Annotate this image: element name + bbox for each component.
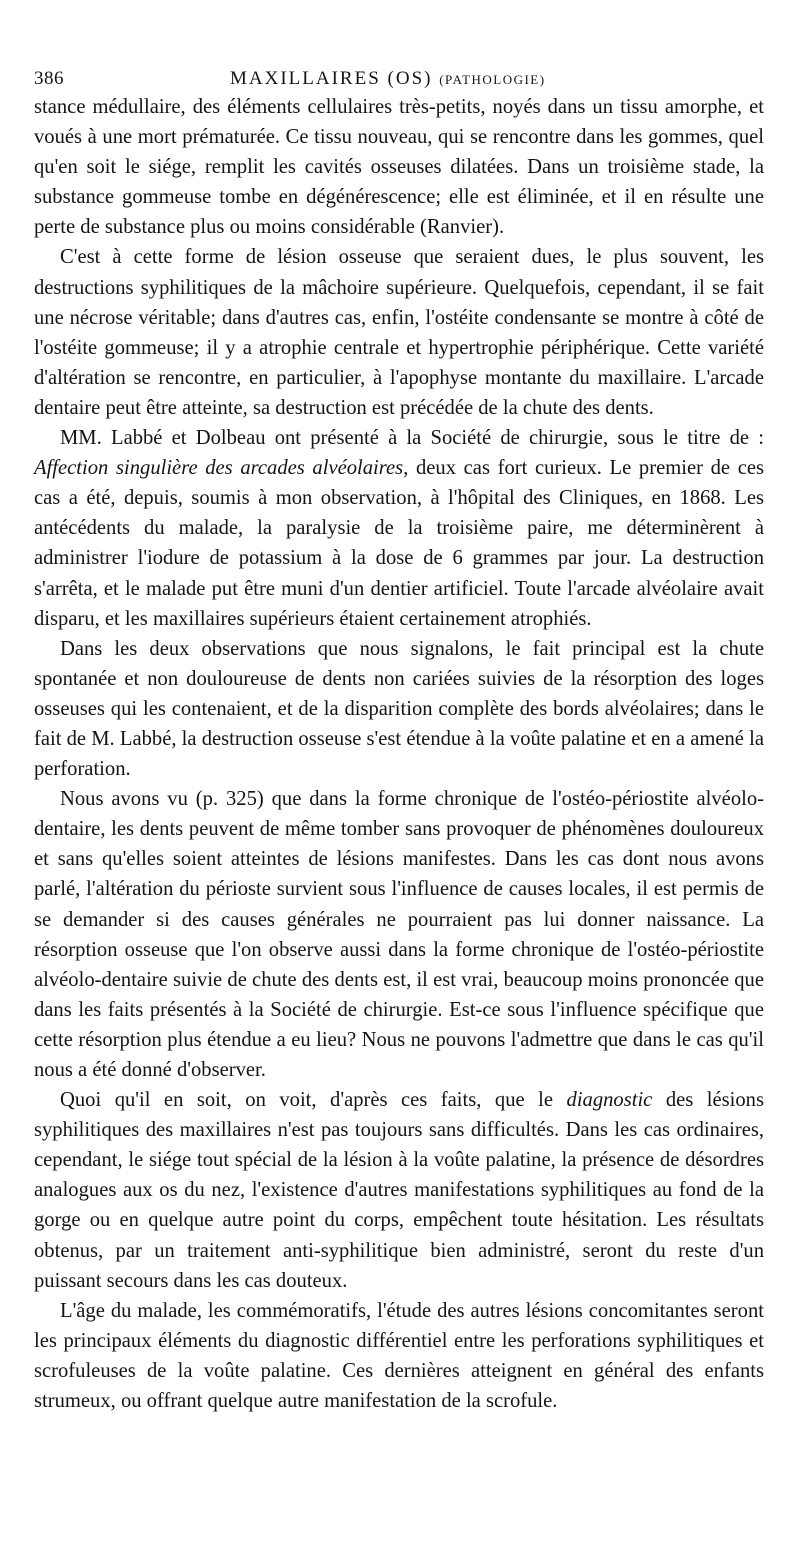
paragraph: C'est à cette forme de lésion osseuse que seraient dues, le plus souvent, les destructions syphilitiques de la mâchoire supérieure. Quelquefois, cependant, il se fait une nécrose véritable; dans d'autres cas, enfin, l'ostéite condensante se montre à côté de l'ostéite gommeuse; il y a atrophie centrale et hypertrophie périphérique. Cette variété d'altération se rencontre, en particulier, à l'apophyse montante du maxillaire. L'arcade dentaire peut être atteinte, sa destruction est précédée de la chute des dents. <box>34 246 764 419</box>
italic-title: Affection singulière des arcades alvéolaires <box>34 457 404 480</box>
paragraph: L'âge du malade, les commémoratifs, l'étude des autres lésions concomitantes seront les principaux éléments du diagnostic différentiel entre les perforations syphilitiques et scrofuleuses de la voûte palatine. Ces dernières atteignent en général des enfants strumeux, ou offrant quelque autre manifestation de la scrofule. <box>34 1299 764 1413</box>
page-number: 386 <box>34 68 64 89</box>
paragraph-text: , deux cas fort curieux. Le premier de ces cas a été, depuis, soumis à mon observation, à l'hôpital des Cliniques, en 1868. Les antécédents du malade, la paralysie de la troisième paire, me déterminèrent à administrer l'iodure de potassium à la dose de 6 grammes par jour. La destruction s'arrêta, et le malade put être muni d'un dentier artificiel. Toute l'arcade alvéolaire avait disparu, et les maxillaires supérieurs étaient certainement atrophiés. <box>34 457 764 630</box>
page-header <box>34 56 764 92</box>
italic-term: diagnostic <box>566 1089 653 1112</box>
paragraph-text: Quoi qu'il en soit, on voit, d'après ces faits, que le <box>60 1089 567 1112</box>
running-head <box>230 68 546 90</box>
paragraph-text: des lésions syphilitiques des maxillaires n'est pas toujours sans difficultés. Dans les cas ordinaires, cependant, le siége tout spécial de la lésion à la voûte palatine, la présence de désordres analogues aux os du nez, l'existence d'autres manifestations syphilitiques au fond de la gorge ou en quelque autre point du corps, empêchent toute hésitation. Les résultats obtenus, par un traitement anti-syphilitique bien administré, seront du reste d'un puissant secours dans les cas douteux. <box>34 1089 764 1292</box>
running-head-title: MAXILLAIRES (OS) <box>230 68 433 89</box>
running-head-subtitle: (PATHOLOGIE) <box>439 72 546 87</box>
paragraph: Nous avons vu (p. 325) que dans la forme chronique de l'ostéo-périostite alvéolo-dentaire, les dents peuvent de même tomber sans provoquer de phénomènes douloureux et sans qu'elles soient atteintes de lésions manifestes. Dans les cas dont nous avons parlé, l'altération du périoste survient sous l'influence de causes locales, il est permis de se demander si des causes générales ne pourraient pas lui donner naissance. La résorption osseuse que l'on observe aussi dans la forme chronique de l'ostéo-périostite alvéolo-dentaire suivie de chute des dents est, il est vrai, beaucoup moins prononcée que dans les faits présentés à la Société de chirurgie. Est-ce sous l'influence spécifique que cette résorption plus étendue a eu lieu? Nous ne pouvons l'admettre que dans le cas qu'il nous a été donné d'observer. <box>34 788 764 1081</box>
paragraph <box>34 423 764 634</box>
paragraph <box>34 1085 764 1296</box>
body-text <box>34 92 764 1416</box>
paragraph-text: MM. Labbé et Dolbeau ont présenté à la Société de chirurgie, sous le titre de : <box>60 427 764 450</box>
paragraph: Dans les deux observations que nous signalons, le fait principal est la chute spontanée et non douloureuse de dents non cariées suivies de la résorption des loges osseuses qui les contenaient, et de la disparition complète des bords alvéolaires; dans le fait de M. Labbé, la destruction osseuse s'est étendue à la voûte palatine et en a amené la perforation. <box>34 637 764 781</box>
paragraph-continuation: stance médullaire, des éléments cellulaires très-petits, noyés dans un tissu amorphe, et voués à une mort prématurée. Ce tissu nouveau, qui se rencontre dans les gommes, quel qu'en soit le siége, remplit les cavités osseuses dilatées. Dans un troisième stade, la substance gommeuse tombe en dégénérescence; elle est éliminée, et il en résulte une perte de substance plus ou moins considérable (Ranvier). <box>34 96 764 239</box>
